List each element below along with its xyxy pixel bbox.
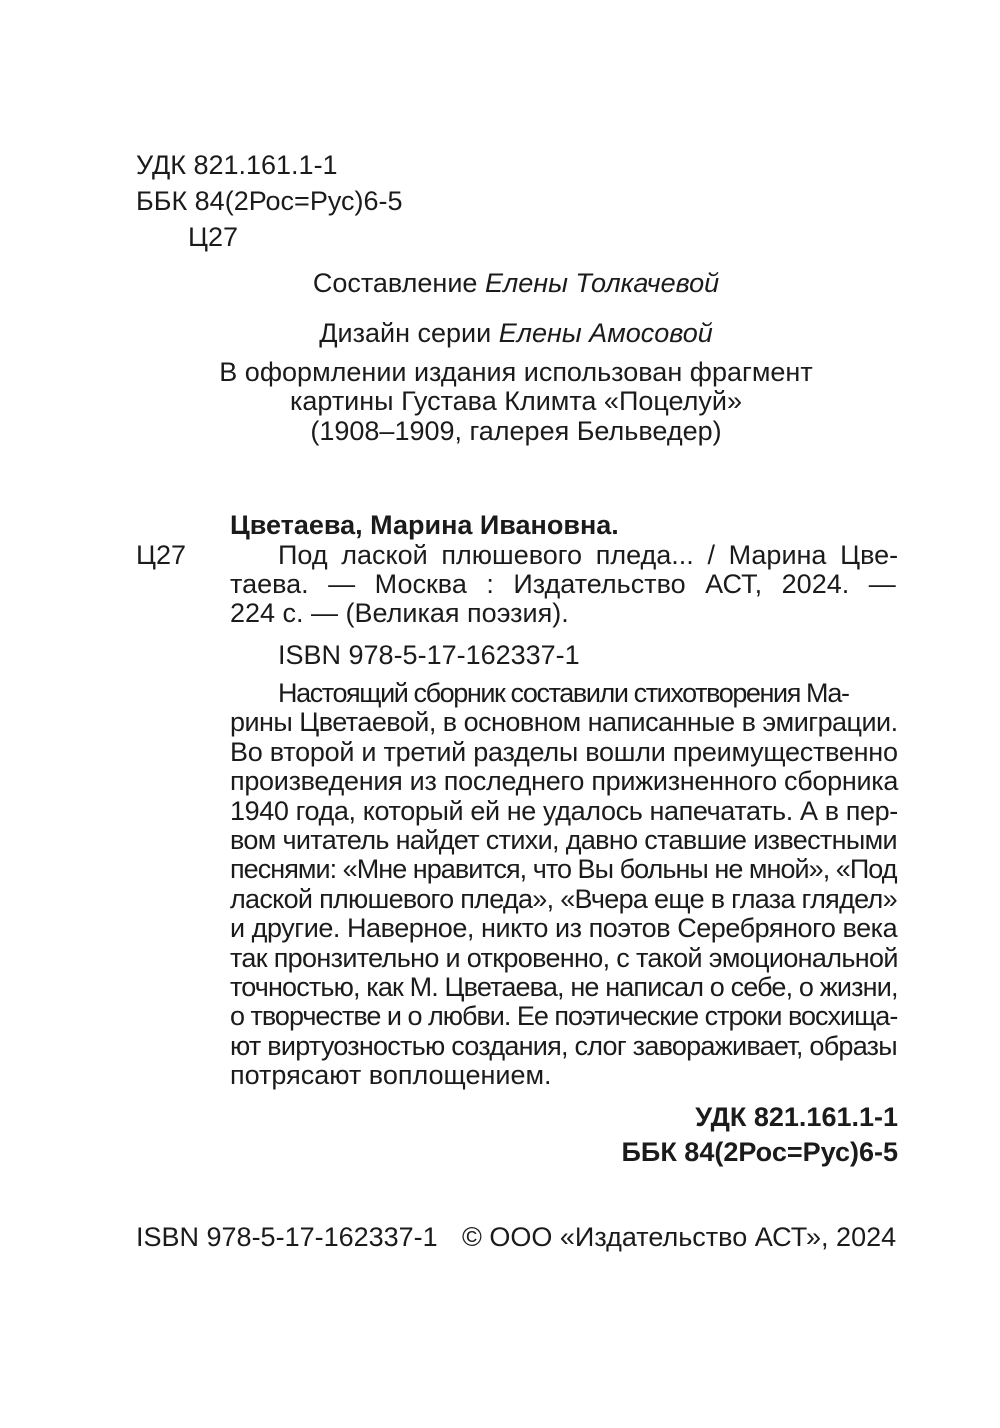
cover-line-3: (1908–1909, галерея Бельведер) xyxy=(310,416,722,446)
footer-isbn: ISBN 978-5-17-162337-1 xyxy=(136,1222,438,1252)
description-line-1: Под лаской плюшевого пледа... / Марина Цве- xyxy=(278,540,899,570)
annotation-line: Во второй и третий разделы вошли преимущественно xyxy=(230,736,898,767)
classification-udk: УДК 821.161.1-1 xyxy=(695,1102,898,1132)
annotation-line: потрясают воплощением. xyxy=(230,1060,552,1091)
compiler-prefix: Составление xyxy=(312,268,478,298)
description-line-2: таева. — Москва : Издательство АСТ, 2024. — xyxy=(230,569,896,599)
footer-copyright: © ООО «Издательство АСТ», 2024 xyxy=(462,1222,897,1252)
header-udk: УДК 821.161.1-1 xyxy=(136,150,338,180)
header-author-sign: Ц27 xyxy=(188,222,239,252)
bibliographic-sign: Ц27 xyxy=(136,540,187,570)
isbn-record: ISBN 978-5-17-162337-1 xyxy=(278,640,580,670)
classification-bbk: ББК 84(2Рос=Рус)6-5 xyxy=(621,1137,898,1167)
author-heading: Цветаева, Марина Ивановна. xyxy=(230,510,619,540)
compiler-name: Елены Толкачевой xyxy=(484,268,720,298)
design-credit xyxy=(0,318,1000,348)
header-bbk: ББК 84(2Рос=Рус)6-5 xyxy=(136,186,403,216)
annotation-line: так пронзительно и откровенно, с такой эмоциональной xyxy=(230,942,898,973)
description-line-3: 224 с. — (Великая поэзия). xyxy=(230,598,569,628)
annotation-line: о творчестве и о любви. Ее поэтические строки восхища- xyxy=(230,1001,898,1032)
annotation-line: песнями: «Мне нравится, что Вы больны не мной», «Под xyxy=(230,854,897,885)
annotation-line: рины Цветаевой, в основном написанные в эмиграции. xyxy=(230,707,898,738)
compiler-credit xyxy=(0,268,1000,298)
annotation-line: ют виртуозностью создания, слог завораживает, образы xyxy=(230,1030,897,1061)
annotation-line: произведения из последнего прижизненного сборника xyxy=(230,766,899,797)
annotation-paragraph xyxy=(230,679,898,1091)
annotation-line: точностью, как М. Цветаева, не написал о себе, о жизни, xyxy=(230,972,898,1003)
annotation-line: и другие. Наверное, никто из поэтов Серебряного века xyxy=(230,913,898,944)
annotation-line: 1940 года, который ей не удалось напечатать. А в пер- xyxy=(230,795,898,826)
cover-line-2: картины Густава Климта «Поцелуй» xyxy=(289,386,743,416)
cover-line-1: В оформлении издания использован фрагмент xyxy=(219,357,813,387)
annotation-line: вом читатель найдет стихи, давно ставшие известными xyxy=(230,825,897,856)
annotation-line: Настоящий сборник составили стихотворения Ма- xyxy=(278,678,849,708)
design-prefix: Дизайн серии xyxy=(319,318,492,348)
design-name: Елены Амосовой xyxy=(498,318,713,348)
annotation-line: лаской плюшевого пледа», «Вчера еще в глаза глядел» xyxy=(230,883,897,914)
